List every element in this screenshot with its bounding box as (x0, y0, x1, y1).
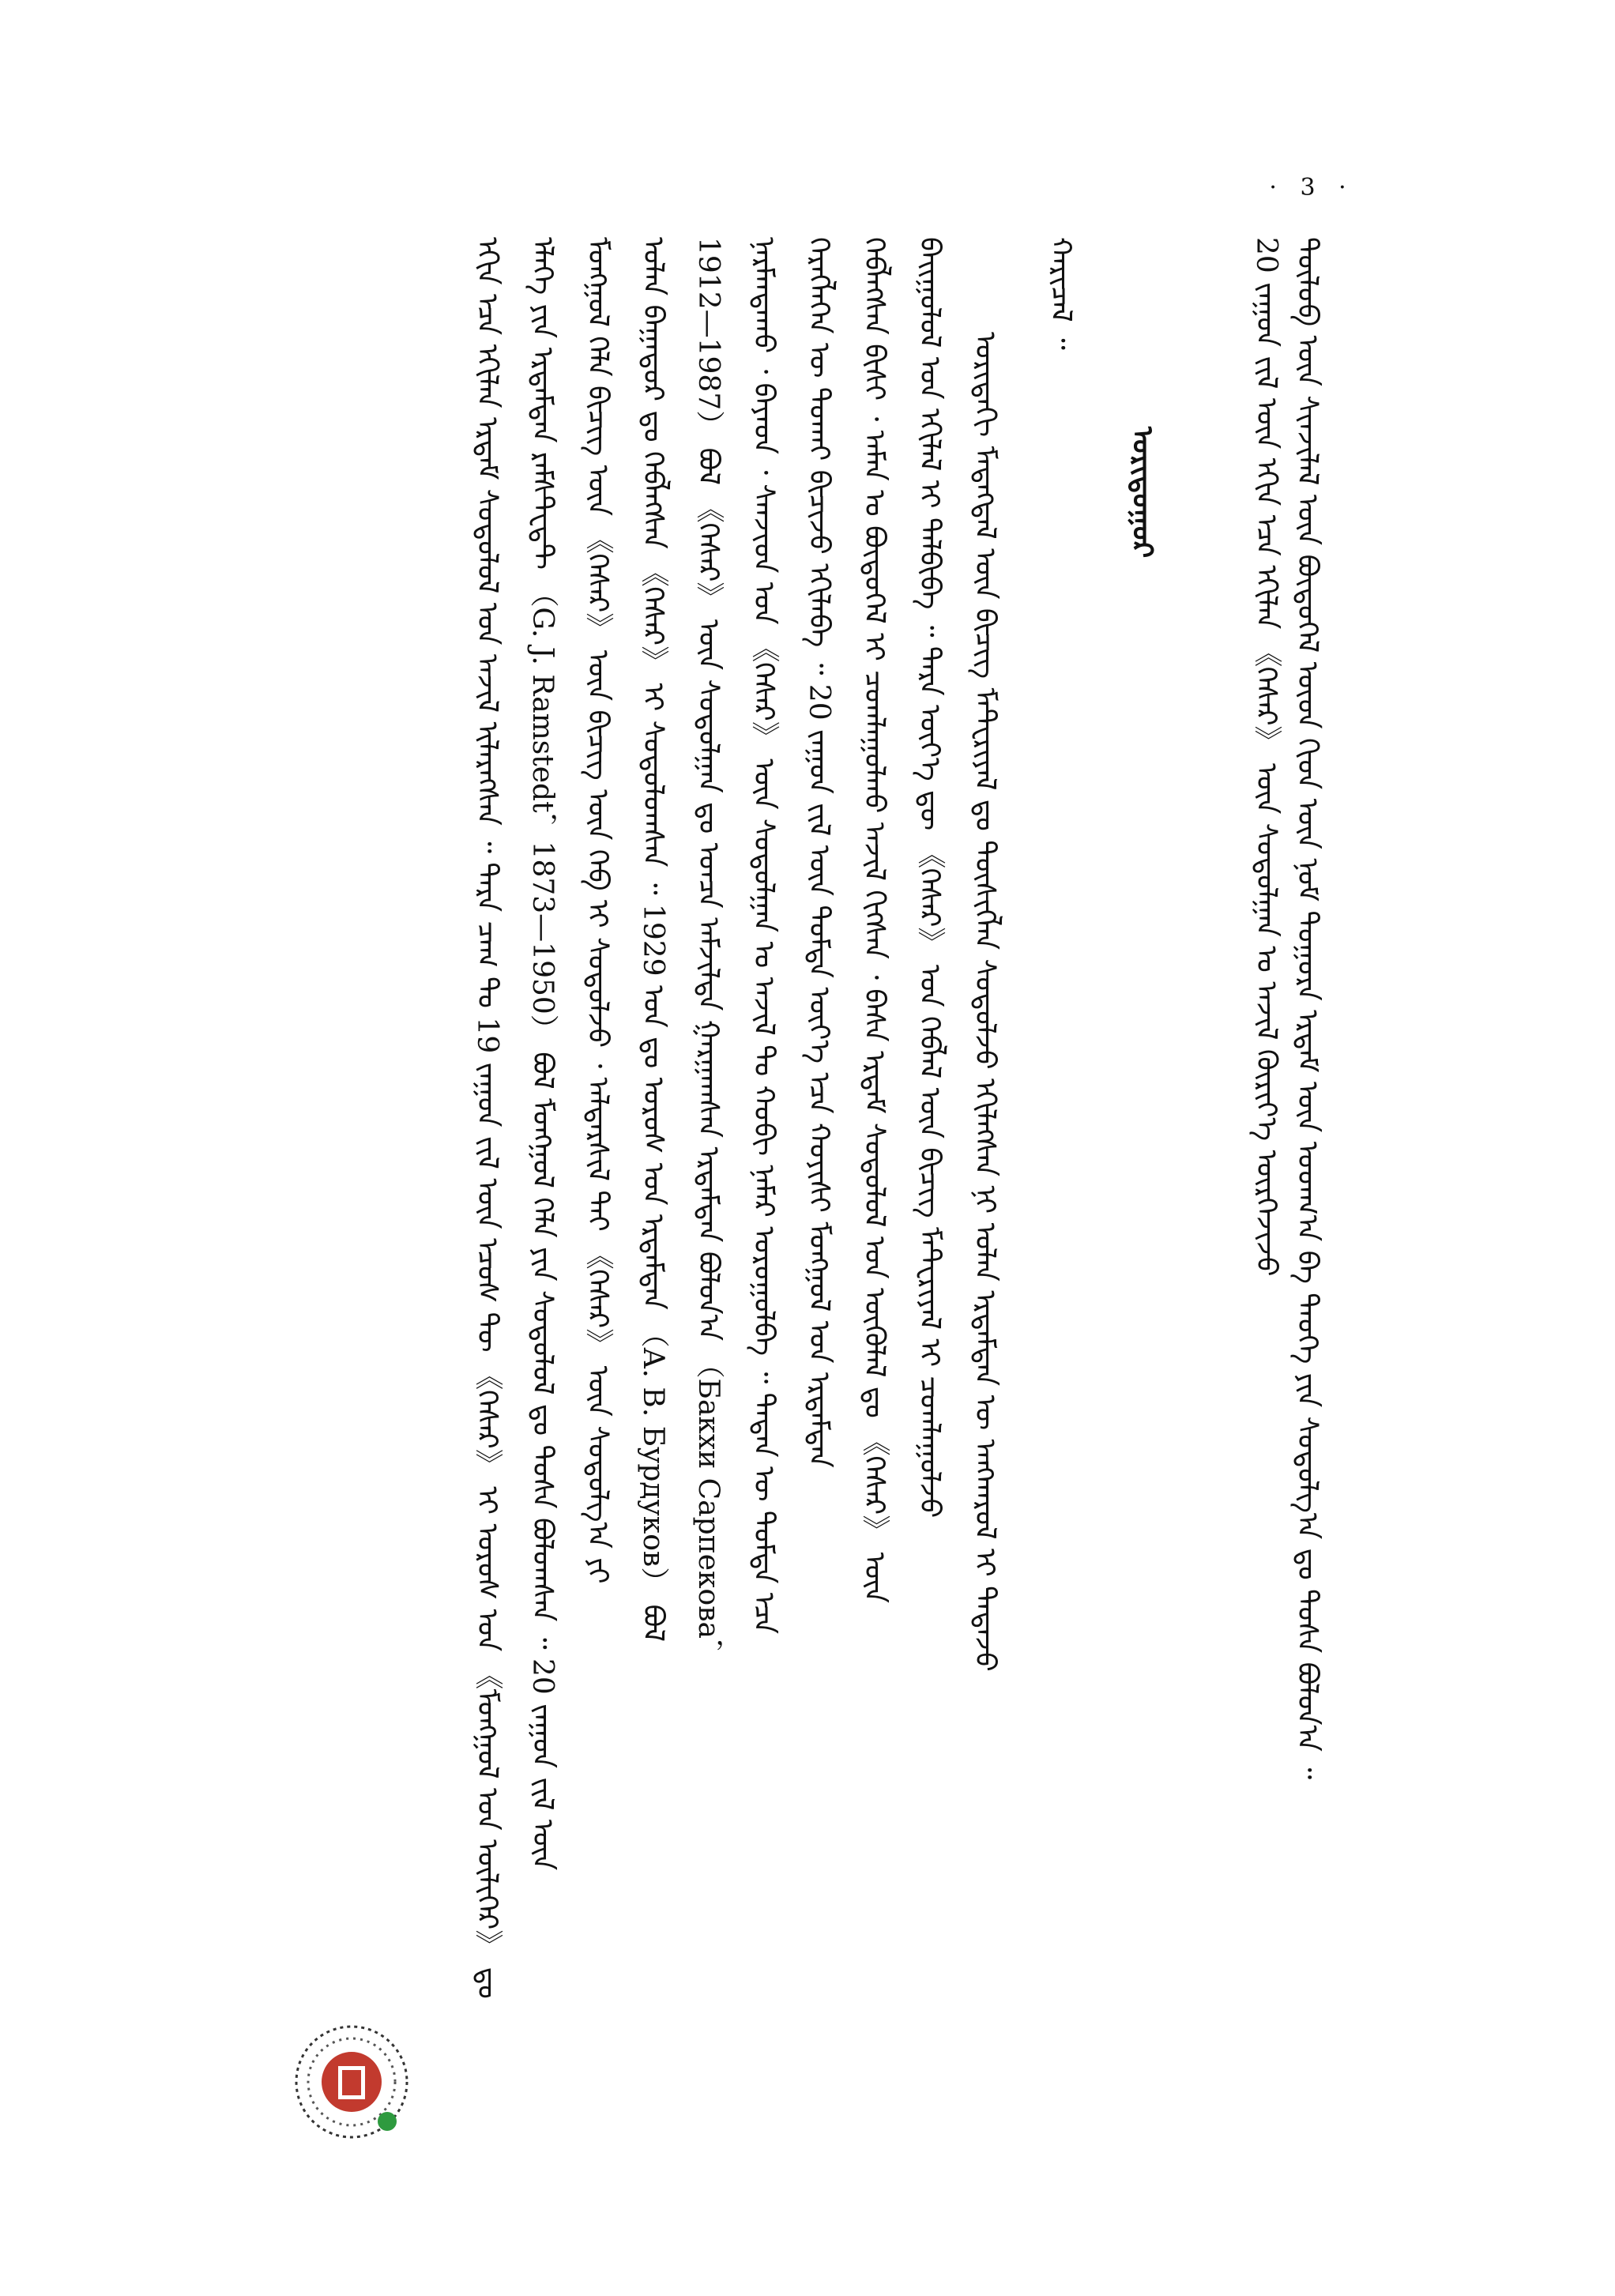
page-number: · 3 · (1269, 174, 1354, 201)
text-column-14: ᠮᠣᠩᠭᠣᠯ ᠬᠡᠯᠡ ᠪᠢᠴᠢᠭ ᠦᠨ 《ᠭᠡᠰᠡᠷ》 ᠦᠨ ᠪᠢᠴᠢᠭ ᠦᠨ ᠬᠡᠪ ᠢ ᠰᠤᠳᠤᠯᠵᠤ ᠂ ᠠᠯᠳᠠᠷᠰᠢᠯ ᠲᠠᠢ 《ᠭᠡᠰᠡᠷ》 ᠦᠨ ᠰᠤᠳᠤᠯᠭ᠎ᠠ ᠶᠢ (582, 237, 614, 1584)
text-column-2: 20 ᠵᠠᠭᠤᠨ ᠵᠢᠯ ᠦᠨ ᠡᠬᠢᠨ ᠡᠴᠡ ᠡᠬᠢᠯᠡᠨ 《ᠭᠡᠰᠡᠷ》 ᠦᠨ ᠰᠤᠳᠤᠯᠭᠠᠨ ᠤ ᠠᠵᠢᠯ ᠬᠦᠷᠢᠶ᠎ᠡ ᠥᠷᠭᠡᠵᠢᠵᠦ (1250, 237, 1282, 1277)
text-column-3 (1204, 237, 1245, 2149)
qr-code-logo (292, 2023, 411, 2141)
text-column-13: ᠤᠯᠠᠨ ᠪᠠᠭᠠᠲᠤᠷ ᠳᠤ ᠬᠡᠪᠯᠡᠭᠰᠡᠨ 《ᠭᠡᠰᠡᠷ》 ᠢ ᠰᠤᠳᠤᠯᠤᠭᠰᠠᠨ ᠃ 1929 ᠣᠨ ᠳᠤ ᠣᠷᠤᠰ ᠤᠨ ᠡᠷᠳᠡᠮᠲᠡᠨ （А. В. Бурдуков） ᠪᠣᠯ (637, 237, 669, 1643)
text-column-10: ᠬᠡᠷᠡᠭᠯᠡᠭᠡᠨ ᠦ ᠲᠤᠬᠠᠢ ᠪᠢᠴᠢᠵᠦ ᠡᠬᠢᠯᠡᠪᠡ ᠃ 20 ᠵᠠᠭᠤᠨ ᠵᠢᠯ ᠦᠨ ᠳᠤᠮᠳᠠ ᠦᠶ᠎ᠡ ᠡᠴᠡ ᠬᠣᠶᠢᠰᠢ ᠮᠣᠩᠭᠣᠯ ᠤᠨ ᠡᠷᠳᠡᠮᠲᠡᠨ (803, 237, 835, 1468)
text-column-11: ᠨᠠᠷᠮᠠᠨᠳᠠᠬᠤ ᠂ ᠪᠡᠶᠡᠳ ᠂ ᠰᠠᠨᠵᠢᠳ ᠤᠨ 《ᠭᠡᠰᠡᠷ》 ᠦᠨ ᠰᠤᠳᠤᠯᠭᠠᠨ ᠤ ᠠᠵᠢᠯ ᠲᠤ ᠬᠤᠪᠢ ᠨᠡᠮᠡᠷ ᠣᠷᠣᠭᠤᠯᠪᠠ ᠃ ᠲᠡᠳᠡᠨ ᠦ ᠳᠤᠮᠳᠠ ᠡᠴᠡ (747, 237, 780, 1634)
text-column-16: ᠡᠬᠢᠨ ᠡᠴᠡ ᠡᠬᠢᠯᠡᠨ ᠡᠷᠳᠡᠮ ᠰᠤᠳᠤᠯᠤᠯ ᠤᠨ ᠠᠵᠢᠯ ᠢᠯᠡᠷᠡᠭᠰᠡᠨ ᠃ ᠲᠡᠷᠡ ᠴᠠᠭ ᠲᠤ 19 ᠵᠠᠭᠤᠨ ᠵᠢᠯ ᠦᠨ ᠡᠴᠦᠰ ᠲᠦ 《ᠭᠡᠰᠡᠷ》 ᠢ ᠣᠷᠤᠰ ᠤᠨ 《ᠮᠣᠩᠭᠣᠯ ᠤᠨ ᠦᠯᠢᠭᠡᠷ》 ᠳᠤ (471, 237, 503, 1999)
section-heading: ᠤᠷᠢᠳᠤᠭᠤᠷ (1126, 427, 1159, 559)
mongolian-text-body (237, 237, 1327, 2149)
text-column-1: ᠲᠥᠯᠦᠪ ᠦᠨ ᠰᠢᠨᠵᠢᠯᠡᠯ ᠦᠨ ᠪᠦᠲᠦᠭᠡᠯ ᠦᠳ ᠬᠢᠳ ᠦᠨ ᠨᠣᠮ ᠳᠤᠭᠤᠷᠠ ᠡᠷᠳᠡᠮ ᠦᠨ ᠤᠳᠬ᠎ᠠ ᠪᠠ ᠲᠡᠦᠬᠡ ᠶᠢᠨ ᠰᠤᠳᠤᠯᠭ᠎ᠠ ᠳᠤ ᠲᠤᠰᠠ ᠪᠣᠯᠤᠨ᠎ᠠ ᠃ (1291, 237, 1323, 1780)
text-column-12: 1912—1987） ᠪᠣᠯ 《ᠭᠡᠰᠡᠷ》 ᠦᠨ ᠰᠤᠳᠤᠯᠭᠠᠨ ᠳᠤ ᠣᠨᠴᠠ ᠠᠮᠵᠢᠯᠲᠠ ᠭᠠᠷᠭᠠᠭᠰᠠᠨ ᠡᠷᠳᠡᠮᠲᠡᠨ ᠪᠣᠯᠤᠨ᠎ᠠ （Бакхи Сарпекова， (692, 237, 725, 1667)
text-column-9: ᠬᠡᠪᠯᠡᠭᠰᠡᠨ ᠪᠢᠰᠢ ᠂ ᠠᠮᠠᠨ ᠤ ᠪᠦᠲᠦᠭᠡᠯ ᠢ ᠴᠤᠭᠯᠠᠭᠤᠯᠬᠤ ᠠᠵᠢᠯ ᠬᠢᠭᠰᠡᠨ ᠂ ᠪᠠᠰᠠ ᠡᠷᠳᠡᠮ ᠰᠤᠳᠤᠯᠤᠯ ᠤᠨ ᠥᠭᠦᠯᠡᠯ ᠳᠤ 《ᠭᠡᠰᠡᠷ》 ᠦᠨ (858, 237, 890, 1603)
text-column-15: ᠡᠯᠡᠭᠡ ᠶᠢᠨ ᠡᠷᠳᠡᠮᠲᠡᠨ ᠷᠠᠮᠰᠲᠧᠳ᠋ᠲ （G. J. Ramstedt，1873—1950） ᠪᠣᠯ ᠮᠣᠩᠭᠣᠯ ᠬᠡᠯᠡ ᠶᠢᠨ ᠰᠤᠳᠤᠯᠤᠯ ᠳᠤ ᠲᠤᠰᠠ ᠪᠣᠯᠤᠭᠰᠠᠨ ᠃ 20 ᠵᠠᠭᠤᠨ ᠵᠢᠯ ᠦᠨ (526, 237, 559, 1871)
text-column-5 (1081, 237, 1122, 2149)
text-column-6: ᠬᠠᠷᠢᠴᠠᠯ ᠃ (1045, 237, 1077, 350)
text-column-7: ᠤᠷᠢᠳᠠᠬᠢ ᠮᠡᠳᠡᠭᠳᠡᠯ ᠦᠨ ᠪᠢᠴᠢᠭ ᠮᠠᠲ᠋ᠸᠷᠢᠶᠠᠯ ᠳᠤ ᠲᠦᠰᠢᠭᠯᠡᠨ ᠰᠤᠳᠤᠯᠵᠤ ᠡᠬᠢᠯᠡᠭᠰᠡᠨ ᠨᠢ ᠣᠯᠠᠨ ᠡᠷᠳᠡᠮᠲᠡᠨ ᠦ ᠠᠩᠬᠠᠷᠤᠯ ᠢ ᠲᠠᠲᠠᠵᠤ (969, 332, 1001, 1672)
text-column-8: ᠪᠠᠢᠭᠤᠯᠤᠯ ᠤᠨ ᠡᠬᠢᠯᠡᠯ ᠢ ᠲᠠᠯᠪᠢᠪᠠ ᠃ ᠲᠡᠷᠡ ᠦᠶ᠎ᠡ ᠳᠦ 《ᠭᠡᠰᠡᠷ》 ᠤᠨ ᠬᠡᠪᠯᠡᠯ ᠦᠨ ᠪᠢᠴᠢᠭ ᠮᠠᠲ᠋ᠸᠷᠢᠶᠠᠯ ᠢ ᠴᠤᠭᠯᠠᠭᠤᠯᠵᠤ (913, 237, 946, 1519)
